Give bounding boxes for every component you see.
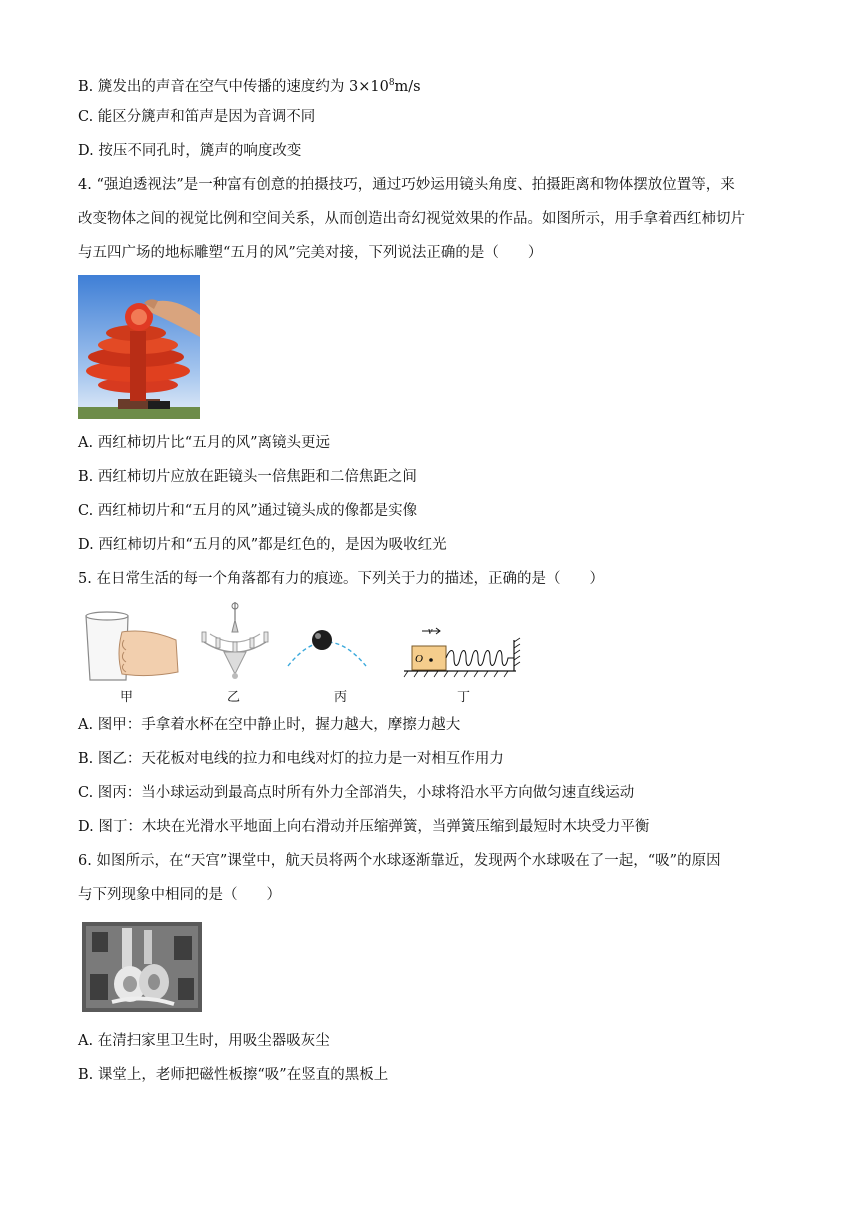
caption-yi: 乙 [227, 690, 241, 705]
q4-stem-line3: 与五四广场的地标雕塑“五月的风”完美对接，下列说法正确的是（ ） [78, 245, 543, 261]
q6-option-b: B. 课堂上，老师把磁性板擦“吸”在竖直的黑板上 [78, 1067, 389, 1083]
caption-jia: 甲 [120, 690, 134, 705]
q6-stem-line2: 与下列现象中相同的是（ ） [78, 887, 281, 903]
q5-option-d: D. 图丁：木块在光滑水平地面上向右滑动并压缩弹簧，当弹簧压缩到最短时木块受力平衡 [78, 819, 650, 835]
figure-ding-spring [402, 626, 524, 682]
caption-ding: 丁 [457, 690, 471, 705]
water-balls-photo [82, 922, 202, 1012]
q5-option-b: B. 图乙：天花板对电线的拉力和电线对灯的拉力是一对相互作用力 [78, 751, 504, 767]
q4-option-c: C. 西红柿切片和“五月的风”通过镜头成的像都是实像 [78, 503, 418, 519]
caption-bing: 丙 [334, 690, 348, 705]
q4-option-d: D. 西红柿切片和“五月的风”都是红色的，是因为吸收红光 [78, 537, 447, 553]
q4-option-a: A. 西红柿切片比“五月的风”离镜头更远 [78, 435, 331, 451]
q4-option-b: B. 西红柿切片应放在距镜头一倍焦距和二倍焦距之间 [78, 469, 417, 485]
point-o-label: O [415, 653, 423, 665]
figure-yi-chandelier [196, 602, 274, 682]
q5-option-c: C. 图丙：当小球运动到最高点时所有外力全部消失，小球将沿水平方向做匀速直线运动 [78, 785, 635, 801]
q4-stem-line2: 改变物体之间的视觉比例和空间关系，从而创造出奇幻视觉效果的作品。如图所示，用手拿着西红柿切片 [78, 211, 745, 227]
q4-stem-line1: 4. “强迫透视法”是一种富有创意的拍摄技巧，通过巧妙运用镜头角度、拍摄距离和物体摆放位置等，来 [78, 177, 735, 193]
q3-option-c: C. 能区分篪声和笛声是因为音调不同 [78, 109, 316, 125]
velocity-label: v [428, 626, 433, 637]
q3-option-d: D. 按压不同孔时，篪声的响度改变 [78, 143, 302, 159]
sculpture-photo [78, 275, 200, 419]
q6-stem-line1: 6. 如图所示，在“天宫”课堂中，航天员将两个水球逐渐靠近，发现两个水球吸在了一起，“吸”的原因 [78, 853, 721, 869]
q5-option-a: A. 图甲：手拿着水杯在空中静止时，握力越大，摩擦力越大 [78, 717, 461, 733]
q3-option-b-text: B. 篪发出的声音在空气中传播的速度约为 3×10 [78, 78, 389, 95]
q6-option-a: A. 在清扫家里卫生时，用吸尘器吸灰尘 [78, 1033, 330, 1049]
q5-stem: 5. 在日常生活的每一个角落都有力的痕迹。下列关于力的描述，正确的是（ ） [78, 571, 604, 587]
figure-bing-ball [286, 626, 368, 670]
q3-option-b-exponent: 8 [388, 78, 395, 88]
q3-option-b-unit: m/s [394, 78, 421, 95]
figure-jia-cup [78, 610, 182, 684]
q3-option-b [78, 73, 421, 97]
